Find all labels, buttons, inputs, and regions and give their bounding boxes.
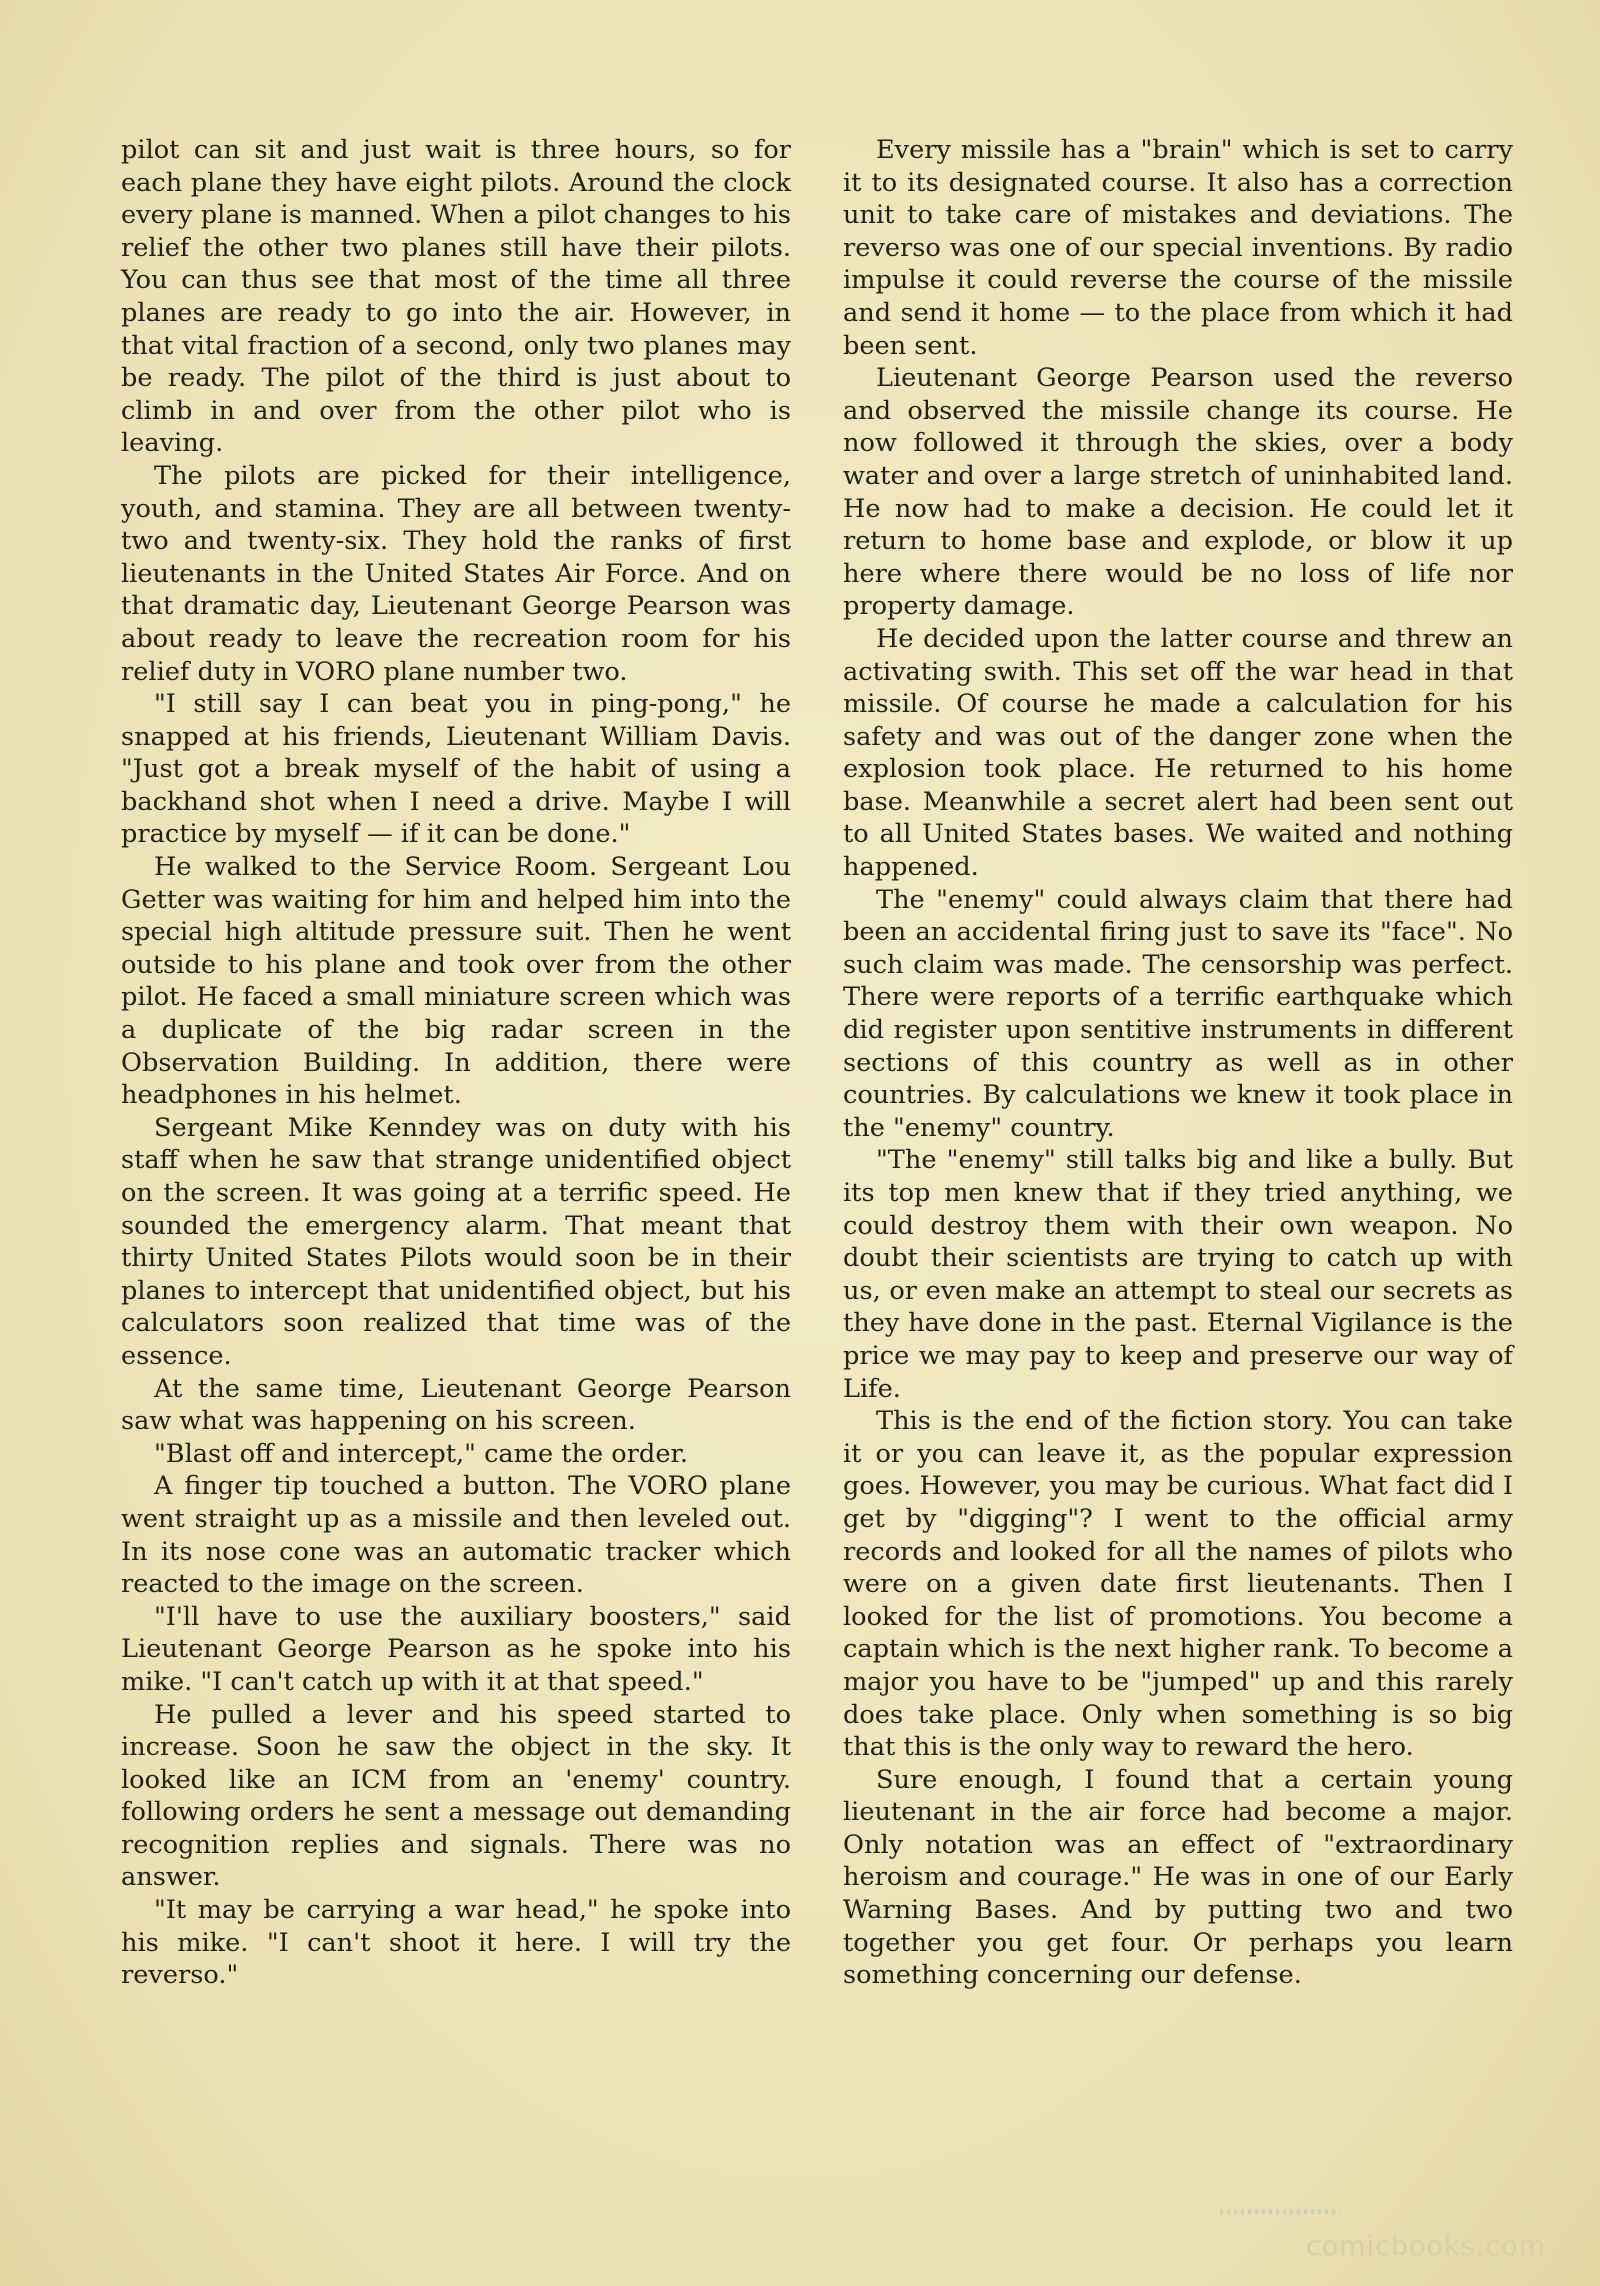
paragraph: "It may be carrying a war head," he spoke into his mike. "I can't shoot it here. I will try the reverso." bbox=[121, 1895, 791, 1991]
paragraph: The pilots are picked for their intelligence, youth, and stamina. They are all between twenty-two and twenty-six. They hold the ranks of first lieutenants in the United States Air Force. And on that dramatic day, Lieutenant George Pearson was about ready to leave the recreation room for his relief duty in VORO plane number two. bbox=[121, 460, 791, 687]
site-watermark: comicbooks.com bbox=[1305, 2231, 1546, 2262]
paragraph: "Blast off and intercept," came the order. bbox=[154, 1438, 689, 1469]
paragraph: pilot can sit and just wait is three hours, so for each plane they have eight pilots. Around the clock every plane is manned. When a pilot changes to his relief the other two planes still have their pilots. You can thus see that most of the time all three planes are ready to go into the air. However, in that vital fraction of a second, only two planes may be ready. The pilot of the third is just about to climb in and over from the other pilot who is leaving. bbox=[121, 135, 791, 459]
paragraph: "The "enemy" still talks big and like a bully. But its top men knew that if they tried anything, we could destroy them with their own weapon. No doubt their scientists are trying to catch up with us, or even make an attempt to steal our secrets as they have done in the past. Eternal Vigilance is the price we may pay to keep and preserve our way of Life. bbox=[843, 1145, 1513, 1404]
paragraph: Sergeant Mike Kenndey was on duty with his staff when he saw that strange unidentified object on the screen. It was going at a terrific speed. He sounded the emergency alarm. That meant that thirty United States Pilots would soon be in their planes to intercept that unidentified object, but his calculators soon realized that time was of the essence. bbox=[121, 1112, 791, 1371]
paragraph: He pulled a lever and his speed started to increase. Soon he saw the object in the sky. It looked like an ICM from an 'enemy' country. following orders he sent a message out demanding recognition replies and signals. There was no answer. bbox=[121, 1699, 791, 1893]
paragraph: Lieutenant George Pearson used the reverso and observed the missile change its course. He now followed it through the skies, over a body water and over a large stretch of uninhabited land. He now had to make a decision. He could let it return to home base and explode, or blow it up here where there would be no loss of life nor property damage. bbox=[843, 363, 1513, 622]
paragraph: He decided upon the latter course and threw an activating swith. This set off the war head in that missile. Of course he made a calculation for his safety and was out of the danger zone when the explosion took place. He returned to his home base. Meanwhile a secret alert had been sent out to all United States bases. We waited and nothing happened. bbox=[843, 623, 1513, 883]
paragraph: He walked to the Service Room. Sergeant Lou Getter was waiting for him and helped him into the special high altitude pressure suit. Then he went outside to his plane and took over from the other pilot. He faced a small miniature screen which was a duplicate of the big radar screen in the Observation Building. In addition, there were headphones in his helmet. bbox=[121, 852, 791, 1111]
paragraph: The "enemy" could always claim that there had been an accidental firing just to save its "face". No such claim was made. The censorship was perfect. There were reports of a terrific earthquake which did register upon sentitive instruments in different sections of this country as well as in other countries. By calculations we knew it took place in the "enemy" country. bbox=[843, 884, 1513, 1143]
paragraph: "I'll have to use the auxiliary boosters," said Lieutenant George Pearson as he spoke into his mike. "I can't catch up with it at that speed." bbox=[121, 1601, 791, 1697]
paragraph: Sure enough, I found that a certain young lieutenant in the air force had become a major. Only notation was an effect of "extraordinary heroism and courage." He was in one of our Early Warning Bases. And by putting two and two together you get four. Or perhaps you learn something concerning our defense. bbox=[843, 1764, 1513, 1991]
paragraph: At the same time, Lieutenant George Pearson saw what was happening on his screen. bbox=[121, 1373, 791, 1437]
right-text-column bbox=[843, 134, 1513, 1992]
print-speckle bbox=[1220, 2209, 1340, 2214]
paragraph: Every missile has a "brain" which is set to carry it to its designated course. It also has a correction unit to take care of mistakes and deviations. The reverso was one of our special inventions. By radio impulse it could reverse the course of the missile and send it home — to the place from which it had been sent. bbox=[843, 135, 1513, 361]
paragraph: "I still say I can beat you in ping-pong," he snapped at his friends, Lieutenant William Davis. "Just got a break myself of the habit of using a backhand shot when I need a drive. Maybe I will practice by myself — if it can be done." bbox=[121, 689, 791, 850]
left-text-column bbox=[121, 134, 791, 1992]
paragraph: This is the end of the fiction story. You can take it or you can leave it, as the popular expression goes. However, you may be curious. What fact did I get by "digging"? I went to the official army records and looked for all the names of pilots who were on a given date first lieutenants. Then I looked for the list of promotions. You become a captain which is the next higher rank. To become a major you have to be "jumped" up and this rarely does take place. Only when something is so big that this is the only way to reward the hero. bbox=[843, 1406, 1513, 1763]
paragraph: A finger tip touched a button. The VORO plane went straight up as a missile and then leveled out. In its nose cone was an automatic tracker which reacted to the image on the screen. bbox=[121, 1471, 791, 1600]
